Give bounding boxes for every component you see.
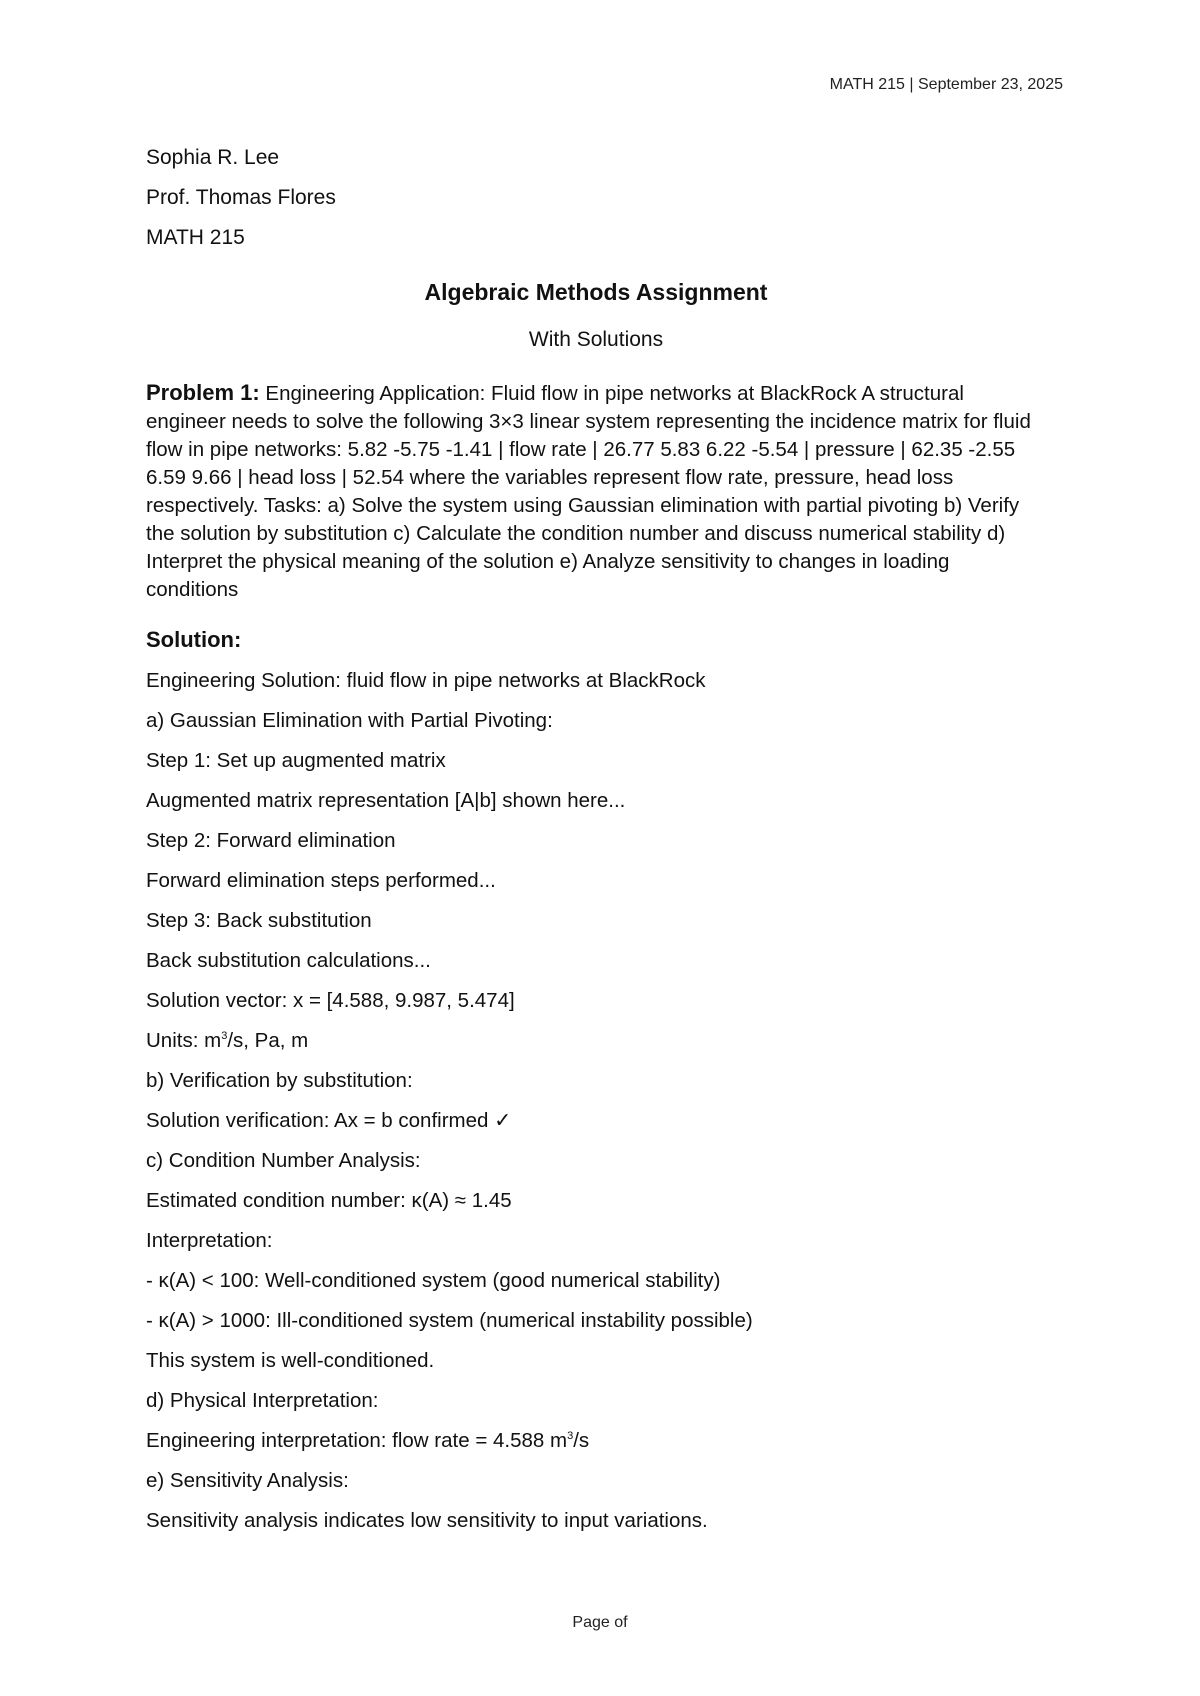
solution-line: b) Verification by substitution: <box>146 1069 413 1092</box>
page-footer: Page of <box>572 1614 628 1631</box>
course-name: MATH 215 <box>146 226 245 249</box>
solution-line: Step 3: Back substitution <box>146 909 372 932</box>
problem-statement <box>146 379 1046 604</box>
solution-line: Augmented matrix representation [A|b] shown here... <box>146 789 626 812</box>
interpretation-line <box>146 1428 1046 1454</box>
solution-line: - κ(A) < 100: Well-conditioned system (good numerical stability) <box>146 1269 721 1292</box>
solution-line: Forward elimination steps performed... <box>146 869 496 892</box>
solution-line: Interpretation: <box>146 1229 273 1252</box>
units-line <box>146 1028 1046 1054</box>
solution-line: Back substitution calculations... <box>146 949 431 972</box>
interpretation-exponent: 3 <box>567 1430 574 1443</box>
running-header: MATH 215 | September 23, 2025 <box>829 76 1063 93</box>
units-exponent: 3 <box>221 1030 228 1043</box>
problem-text: Engineering Application: Fluid flow in pipe networks at BlackRock A structural engineer needs to solve the following 3×3 linear system representing the incidence matrix for fluid flow in pipe networks: 5.82 -5.75 -1.41 | flow rate | 26.77 5.83 6.22 -5.54 | pressure | 62.35 -2.55 6.59 9.66 | head loss | 52.54 where the variables represent flow rate, pressure, head loss respectively. Tasks: a) Solve the system using Gaussian elimination with partial pivoting b) Verify the solution by substitution c) Calculate the condition number and discuss numerical stability d) Interpret the physical meaning of the solution e) Analyze sensitivity to changes in loading conditions <box>146 382 1031 601</box>
solution-line: Engineering Solution: fluid flow in pipe networks at BlackRock <box>146 669 706 692</box>
document-subtitle: With Solutions <box>528 328 664 351</box>
solution-line: Sensitivity analysis indicates low sensitivity to input variations. <box>146 1509 708 1532</box>
solution-line: Solution verification: Ax = b confirmed ✓ <box>146 1109 512 1132</box>
solution-line: a) Gaussian Elimination with Partial Pivoting: <box>146 709 553 732</box>
solution-line: c) Condition Number Analysis: <box>146 1149 421 1172</box>
solution-label: Solution: <box>146 627 242 652</box>
document-title: Algebraic Methods Assignment <box>424 279 768 305</box>
solution-line: d) Physical Interpretation: <box>146 1389 379 1412</box>
solution-line: This system is well-conditioned. <box>146 1349 435 1372</box>
solution-line: e) Sensitivity Analysis: <box>146 1469 349 1492</box>
units-prefix: Units: m <box>146 1029 222 1052</box>
condition-number: Estimated condition number: κ(A) ≈ 1.45 <box>146 1189 512 1212</box>
units-suffix: /s, Pa, m <box>227 1029 309 1052</box>
solution-line: Step 1: Set up augmented matrix <box>146 749 446 772</box>
solution-line: Step 2: Forward elimination <box>146 829 396 852</box>
solution-vector: Solution vector: x = [4.588, 9.987, 5.474] <box>146 989 515 1012</box>
solution-line: - κ(A) > 1000: Ill-conditioned system (numerical instability possible) <box>146 1309 753 1332</box>
interpretation-prefix: Engineering interpretation: flow rate = 4.588 m <box>146 1429 568 1452</box>
document-body <box>146 145 1046 1548</box>
problem-label: Problem 1: <box>146 380 260 405</box>
interpretation-suffix: /s <box>573 1429 590 1452</box>
student-name: Sophia R. Lee <box>146 146 280 169</box>
professor-name: Prof. Thomas Flores <box>146 186 336 209</box>
